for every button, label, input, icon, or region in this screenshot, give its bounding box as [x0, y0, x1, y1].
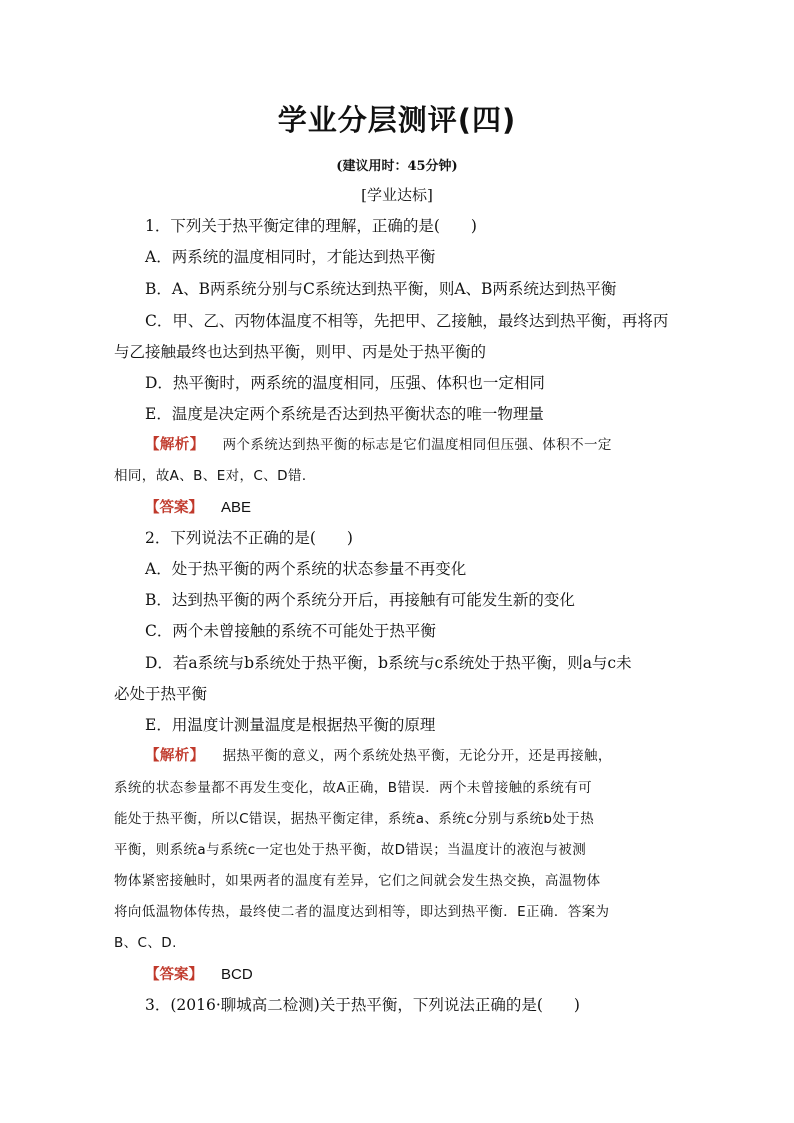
q2-analysis-line1: [145, 745, 685, 767]
q2-analysis-line4: 平衡，则系统a与系统c一定也处于热平衡，故D错误；当温度计的液泡与被测: [114, 842, 587, 858]
q1-analysis-text: 两个系统达到热平衡的标志是它们温度相同但压强、体积不一定: [222, 437, 612, 453]
q1-answer-value: ABE: [221, 499, 252, 516]
q1-option-c-line1: C．甲、乙、丙物体温度不相等，先把甲、乙接触，最终达到热平衡，再将丙: [145, 312, 669, 330]
q1-answer-tag: 【答案】: [145, 500, 203, 516]
q1-option-d: D．热平衡时，两系统的温度相同，压强、体积也一定相同: [145, 374, 545, 392]
page-title: 学业分层测评(四): [277, 103, 517, 137]
q2-option-a: A．处于热平衡的两个系统的状态参量不再变化: [145, 560, 467, 578]
q3-stem: 3．(2016·聊城高二检测)关于热平衡，下列说法正确的是( ): [145, 996, 580, 1014]
q2-stem: 2．下列说法不正确的是( ): [145, 529, 353, 547]
q2-analysis-line2: 系统的状态参量都不再发生变化，故A正确，B错误．两个未曾接触的系统有可: [114, 780, 592, 796]
q2-option-d-line2: 必处于热平衡: [114, 685, 208, 703]
q2-analysis-line6: 将向低温物体传热，最终使二者的温度达到相等，即达到热平衡．E正确．答案为: [114, 904, 610, 920]
q2-option-b: B．达到热平衡的两个系统分开后，再接触有可能发生新的变化: [145, 591, 575, 609]
q1-stem: 1．下列关于热平衡定律的理解，正确的是( ): [145, 217, 477, 235]
section-heading: [学业达标]: [361, 186, 433, 204]
q2-answer-tag: 【答案】: [145, 967, 203, 983]
q2-analysis-line5: 物体紧密接触时，如果两者的温度有差异，它们之间就会发生热交换，高温物体: [114, 873, 601, 889]
q2-option-c: C．两个未曾接触的系统不可能处于热平衡: [145, 622, 436, 640]
q2-answer: [145, 963, 685, 986]
q2-option-e: E．用温度计测量温度是根据热平衡的原理: [145, 716, 436, 734]
q1-option-e: E．温度是决定两个系统是否达到热平衡状态的唯一物理量: [145, 405, 544, 423]
q1-option-a: A．两系统的温度相同时，才能达到热平衡: [145, 248, 436, 266]
q2-analysis-line3: 能处于热平衡，所以C错误，据热平衡定律，系统a、系统c分别与系统b处于热: [114, 811, 595, 827]
q1-analysis-line2: 相同，故A、B、E对，C、D错．: [114, 468, 316, 484]
q2-answer-value: BCD: [221, 966, 253, 983]
q2-analysis-text: 据热平衡的意义，两个系统处热平衡，无论分开，还是再接触，: [222, 748, 612, 764]
suggested-time: (建议用时：45分钟): [336, 159, 458, 174]
q1-analysis-tag: 【解析】: [145, 437, 205, 453]
q1-answer: [145, 496, 685, 519]
q2-analysis-tag: 【解析】: [145, 748, 205, 764]
q1-analysis-line1: [145, 434, 685, 456]
q2-analysis-line7: B、C、D.: [114, 935, 177, 951]
q1-option-b: B．A、B两系统分别与C系统达到热平衡，则A、B两系统达到热平衡: [145, 280, 617, 298]
q1-option-c-line2: 与乙接触最终也达到热平衡，则甲、丙是处于热平衡的: [114, 343, 487, 361]
q2-option-d-line1: D．若a系统与b系统处于热平衡，b系统与c系统处于热平衡，则a与c未: [145, 654, 632, 672]
